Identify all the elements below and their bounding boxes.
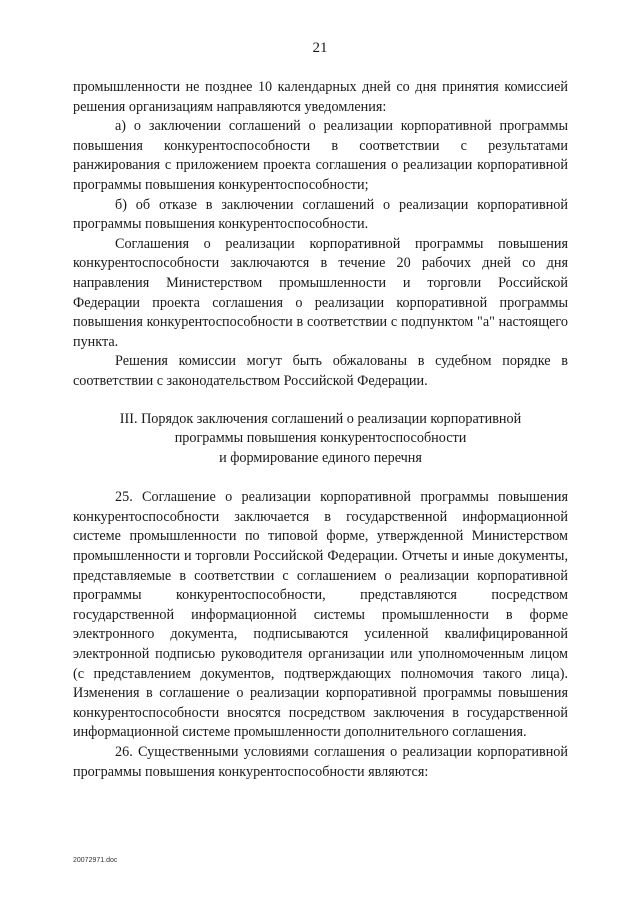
paragraph-25: 25. Соглашение о реализации корпоративной программы повышения конкурентоспособности заключается в государственной информационной системе промышленности по типовой форме, утвержденной Министерством промышленности и торговли Российской Федерации. Отчеты и иные документы, представляемые в соответствии с соглашением о реализации корпоративной программы конкурентоспособности, представляются посредством государственной информационной системы промышленности в форме электронного документа, подписываются усиленной квалифицированной электронной подписью руководителя организации или уполномоченным лицом (с представлением документов, подтверждающих полномочия такого лица). Изменения в соглашение о реализации корпоративной программы повышения конкурентоспособности вносятся посредством заключения в государственной информационной системе промышленности дополнительного соглашения. [73, 489, 568, 741]
paragraph-item-b: б) об отказе в заключении соглашений о реализации корпоративной программы повышения конкурентоспособности. [73, 196, 568, 233]
page-number: 21 [312, 40, 328, 56]
section-heading-line-1: III. Порядок заключения соглашений о реализации корпоративной [119, 410, 522, 427]
section-heading-line-3: и формирование единого перечня [219, 449, 422, 466]
paragraph-appeal: Решения комиссии могут быть обжалованы в судебном порядке в соответствии с законодательством Российской Федерации. [73, 353, 568, 389]
section-heading [73, 410, 568, 469]
paragraph-26: 26. Существенными условиями соглашения о реализации корпоративной программы повышения конкурентоспособности являются: [73, 744, 568, 780]
paragraph-agreements-term: Соглашения о реализации корпоративной программы повышения конкурентоспособности заключаются в течение 20 рабочих дней со дня направления Министерством промышленности и торговли Российской Федерации проекта соглашения о реализации корпоративной программы повышения конкурентоспособности в соответствии с подпунктом "а" настоящего пункта. [73, 235, 568, 350]
document-body [73, 78, 568, 782]
footer-filename: 20072971.doc [73, 857, 118, 864]
section-heading-line-2: программы повышения конкурентоспособности [174, 430, 467, 447]
paragraph-item-a: а) о заключении соглашений о реализации корпоративной программы повышения конкурентоспособности в соответствии с результатами ранжирования с приложением проекта соглашения о реализации корпоративной программы повышения конкурентоспособности; [73, 118, 568, 193]
paragraph-continuation: промышленности не позднее 10 календарных дней со дня принятия комиссией решения организациям направляются уведомления: [73, 79, 568, 115]
